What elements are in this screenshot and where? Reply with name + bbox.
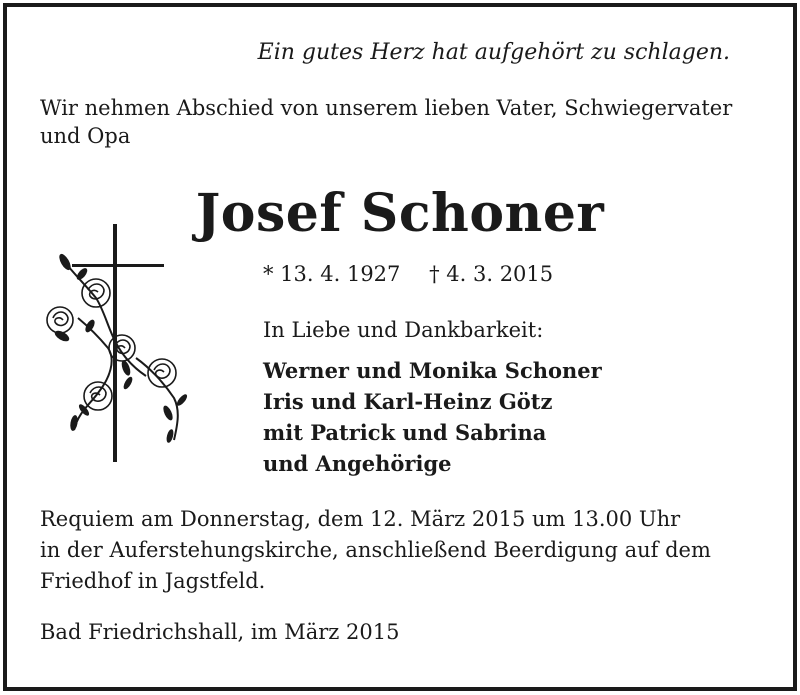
rose-leaves bbox=[53, 252, 189, 443]
deceased-name: Josef Schoner bbox=[195, 183, 605, 244]
rose-blossoms bbox=[47, 279, 176, 410]
intro-line-2: und Opa bbox=[40, 124, 131, 148]
mourner-line: und Angehörige bbox=[263, 451, 452, 476]
rose-3 bbox=[109, 335, 135, 361]
rose-stem bbox=[68, 266, 146, 376]
rose-5 bbox=[84, 382, 112, 410]
place-date: Bad Friedrichshall, im März 2015 bbox=[40, 620, 400, 644]
mourner-line: Werner und Monika Schoner bbox=[263, 358, 602, 383]
rose-1 bbox=[82, 279, 110, 307]
birth-date: * 13. 4. 1927 bbox=[263, 262, 401, 286]
requiem-notice bbox=[40, 504, 760, 597]
life-dates bbox=[263, 262, 553, 286]
requiem-line-2: in der Auferstehungskirche, anschließend Beerdigung auf dem bbox=[40, 538, 711, 562]
requiem-line-1: Requiem am Donnerstag, dem 12. März 2015 um 13.00 Uhr bbox=[40, 507, 681, 531]
motto: Ein gutes Herz hat aufgehört zu schlagen. bbox=[257, 40, 730, 65]
mourner-line: Iris und Karl-Heinz Götz bbox=[263, 389, 553, 414]
death-date: † 4. 3. 2015 bbox=[429, 262, 554, 286]
rose-stem bbox=[74, 318, 112, 430]
intro-text bbox=[40, 94, 760, 150]
requiem-line-3: Friedhof in Jagstfeld. bbox=[40, 569, 266, 593]
cross-horizontal-beam bbox=[72, 264, 164, 267]
intro-line-1: Wir nehmen Abschied von unserem lieben Vater, Schwiegervater bbox=[40, 96, 733, 120]
mourner-line: mit Patrick und Sabrina bbox=[263, 420, 547, 445]
rose-2 bbox=[47, 307, 73, 333]
mourners-list bbox=[263, 355, 602, 479]
cross-with-roses-icon bbox=[38, 218, 198, 468]
thanks-line: In Liebe und Dankbarkeit: bbox=[263, 318, 544, 342]
